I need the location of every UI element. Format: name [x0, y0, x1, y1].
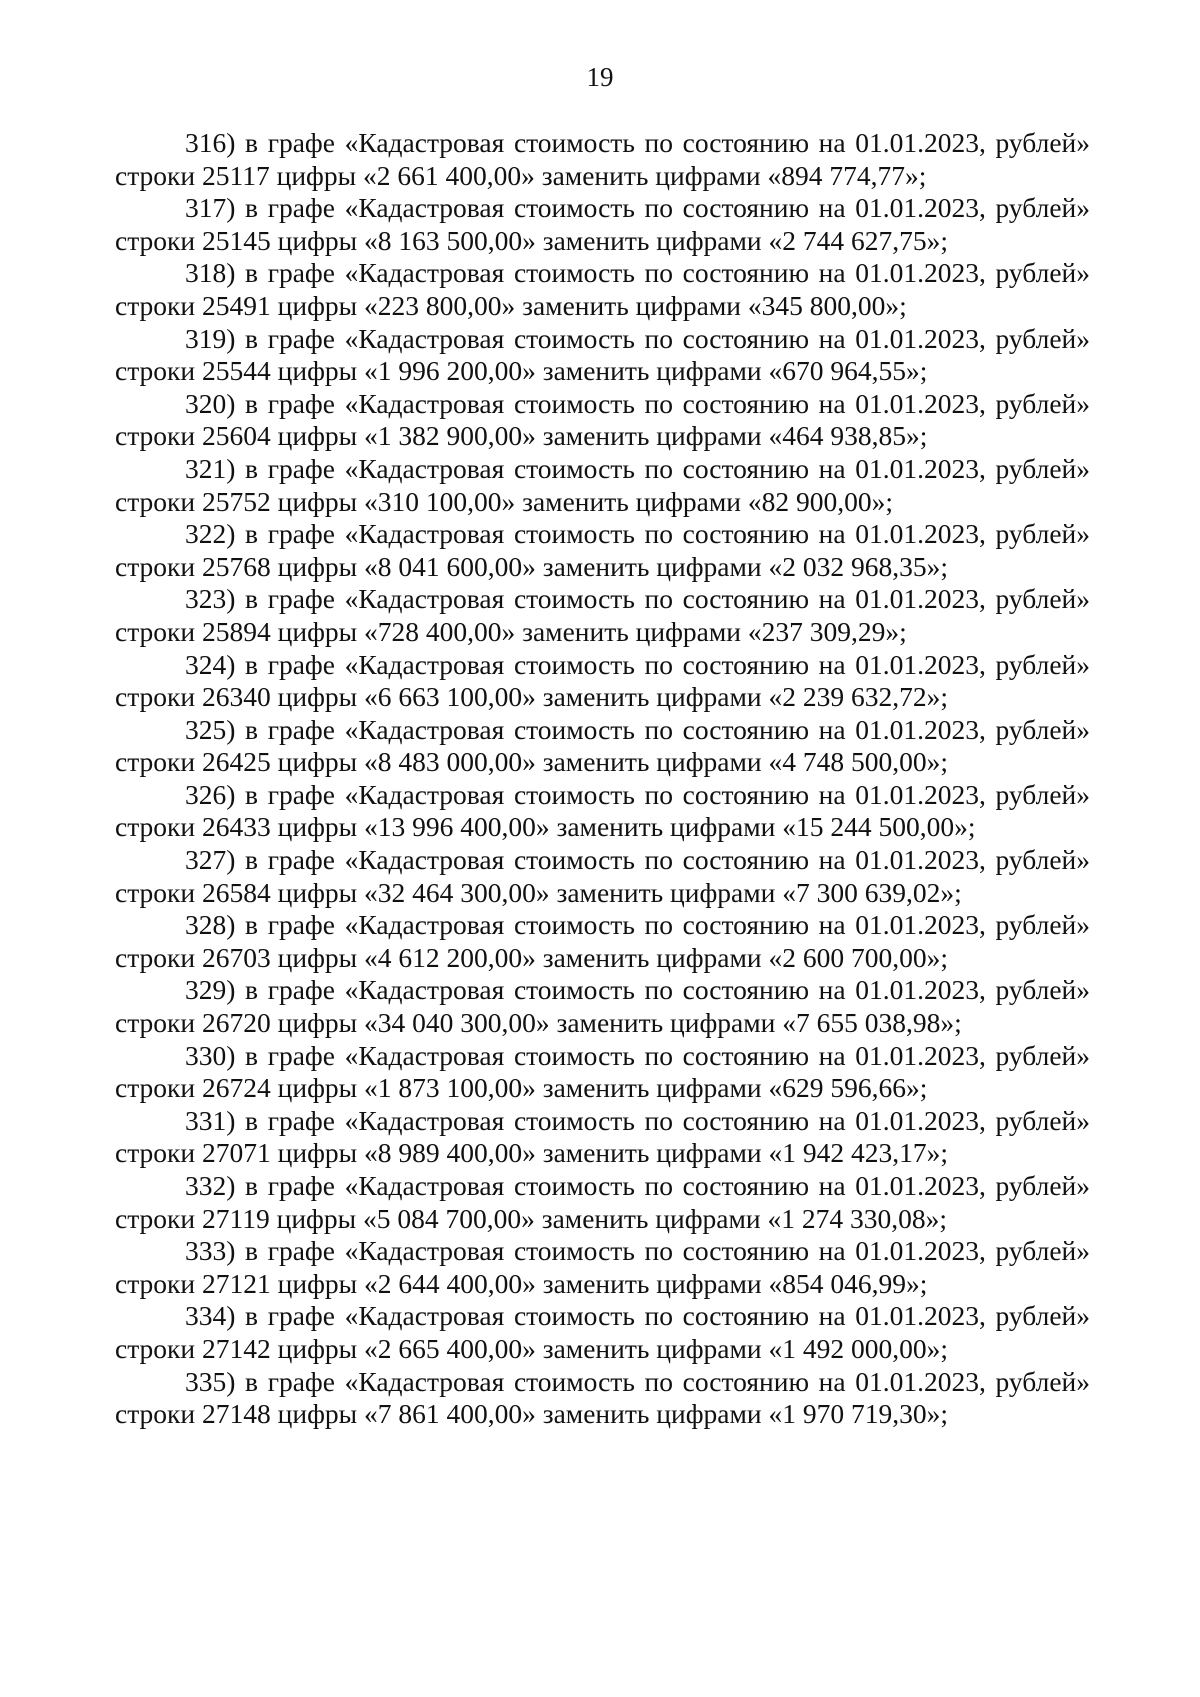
list-item: 333) в графе «Кадастровая стоимость по состоянию на 01.01.2023, рублей» строки 27121 цифры «2 644 400,00» заменить цифрами «854 046,99»;: [115, 1235, 1090, 1299]
list-item: 328) в графе «Кадастровая стоимость по состоянию на 01.01.2023, рублей» строки 26703 цифры «4 612 200,00» заменить цифрами «2 600 700,00»;: [115, 909, 1090, 973]
page-number: 19: [586, 62, 614, 92]
list-item: 318) в графе «Кадастровая стоимость по состоянию на 01.01.2023, рублей» строки 25491 цифры «223 800,00» заменить цифрами «345 800,00»;: [115, 257, 1090, 321]
document-body: [115, 127, 1090, 1431]
list-item: 320) в графе «Кадастровая стоимость по состоянию на 01.01.2023, рублей» строки 25604 цифры «1 382 900,00» заменить цифрами «464 938,85»;: [115, 387, 1090, 452]
list-item: 334) в графе «Кадастровая стоимость по состоянию на 01.01.2023, рублей» строки 27142 цифры «2 665 400,00» заменить цифрами «1 492 000,00»;: [115, 1300, 1090, 1364]
list-item: 335) в графе «Кадастровая стоимость по состоянию на 01.01.2023, рублей» строки 27148 цифры «7 861 400,00» заменить цифрами «1 970 719,30»;: [115, 1365, 1090, 1430]
list-item: 321) в графе «Кадастровая стоимость по состоянию на 01.01.2023, рублей» строки 25752 цифры «310 100,00» заменить цифрами «82 900,00»;: [115, 452, 1090, 517]
list-item: 322) в графе «Кадастровая стоимость по состоянию на 01.01.2023, рублей» строки 25768 цифры «8 041 600,00» заменить цифрами «2 032 968,35»;: [115, 518, 1090, 582]
list-item: 324) в графе «Кадастровая стоимость по состоянию на 01.01.2023, рублей» строки 26340 цифры «6 663 100,00» заменить цифрами «2 239 632,72»;: [115, 648, 1090, 713]
list-item: 327) в графе «Кадастровая стоимость по состоянию на 01.01.2023, рублей» строки 26584 цифры «32 464 300,00» заменить цифрами «7 300 639,02»;: [115, 844, 1090, 908]
list-item: 323) в графе «Кадастровая стоимость по состоянию на 01.01.2023, рублей» строки 25894 цифры «728 400,00» заменить цифрами «237 309,29»;: [115, 583, 1090, 647]
list-item: 330) в графе «Кадастровая стоимость по состоянию на 01.01.2023, рублей» строки 26724 цифры «1 873 100,00» заменить цифрами «629 596,66»;: [115, 1039, 1090, 1104]
list-item: 329) в графе «Кадастровая стоимость по состоянию на 01.01.2023, рублей» строки 26720 цифры «34 040 300,00» заменить цифрами «7 655 038,98»;: [115, 974, 1090, 1039]
list-item: 319) в графе «Кадастровая стоимость по состоянию на 01.01.2023, рублей» строки 25544 цифры «1 996 200,00» заменить цифрами «670 964,55»;: [115, 322, 1090, 387]
list-item: 331) в графе «Кадастровая стоимость по состоянию на 01.01.2023, рублей» строки 27071 цифры «8 989 400,00» заменить цифрами «1 942 423,17»;: [115, 1104, 1090, 1169]
list-item: 326) в графе «Кадастровая стоимость по состоянию на 01.01.2023, рублей» строки 26433 цифры «13 996 400,00» заменить цифрами «15 244 500,00»;: [115, 778, 1090, 843]
list-item: 332) в графе «Кадастровая стоимость по состоянию на 01.01.2023, рублей» строки 27119 цифры «5 084 700,00» заменить цифрами «1 274 330,08»;: [115, 1170, 1090, 1234]
list-item: 325) в графе «Кадастровая стоимость по состоянию на 01.01.2023, рублей» строки 26425 цифры «8 483 000,00» заменить цифрами «4 748 500,00»;: [115, 713, 1090, 778]
list-item: 316) в графе «Кадастровая стоимость по состоянию на 01.01.2023, рублей» строки 25117 цифры «2 661 400,00» заменить цифрами «894 774,77»;: [115, 127, 1090, 191]
list-item: 317) в графе «Кадастровая стоимость по состоянию на 01.01.2023, рублей» строки 25145 цифры «8 163 500,00» заменить цифрами «2 744 627,75»;: [115, 192, 1090, 256]
